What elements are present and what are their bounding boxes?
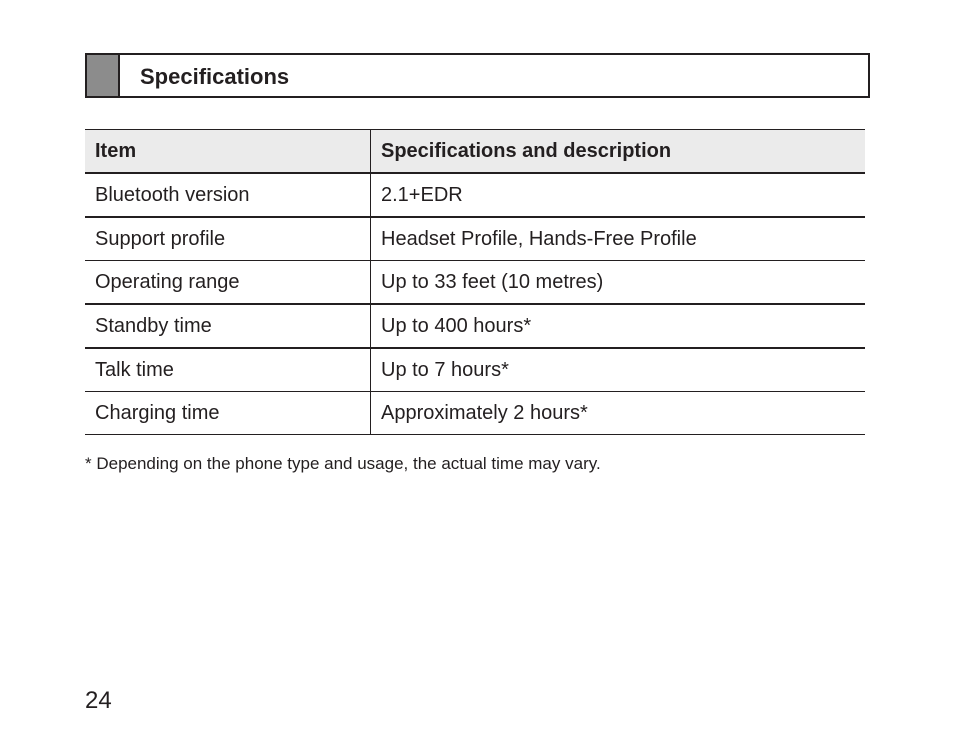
row-description: Up to 400 hours*: [371, 304, 866, 348]
section-marker: [87, 55, 120, 96]
column-header-description: Specifications and description: [371, 130, 866, 174]
table-row: [85, 304, 865, 348]
row-description: Up to 33 feet (10 metres): [371, 261, 866, 305]
footnote: * Depending on the phone type and usage, the actual time may vary.: [85, 454, 601, 473]
table-row: [85, 217, 865, 261]
table-header-row: [85, 130, 865, 174]
page-number: 24: [85, 687, 112, 714]
row-description: 2.1+EDR: [371, 173, 866, 217]
table-row: [85, 173, 865, 217]
section-title: Specifications: [140, 64, 290, 89]
row-item: Charging time: [85, 392, 371, 435]
row-description: Approximately 2 hours*: [371, 392, 866, 435]
specifications-table: [85, 129, 865, 435]
table-row: [85, 392, 865, 435]
row-item: Operating range: [85, 261, 371, 305]
row-item: Bluetooth version: [85, 173, 371, 217]
table-row: [85, 348, 865, 392]
row-item: Standby time: [85, 304, 371, 348]
row-item: Support profile: [85, 217, 371, 261]
row-item: Talk time: [85, 348, 371, 392]
table-row: [85, 261, 865, 305]
row-description: Up to 7 hours*: [371, 348, 866, 392]
section-header: [85, 53, 870, 98]
column-header-item: Item: [85, 130, 371, 174]
row-description: Headset Profile, Hands-Free Profile: [371, 217, 866, 261]
